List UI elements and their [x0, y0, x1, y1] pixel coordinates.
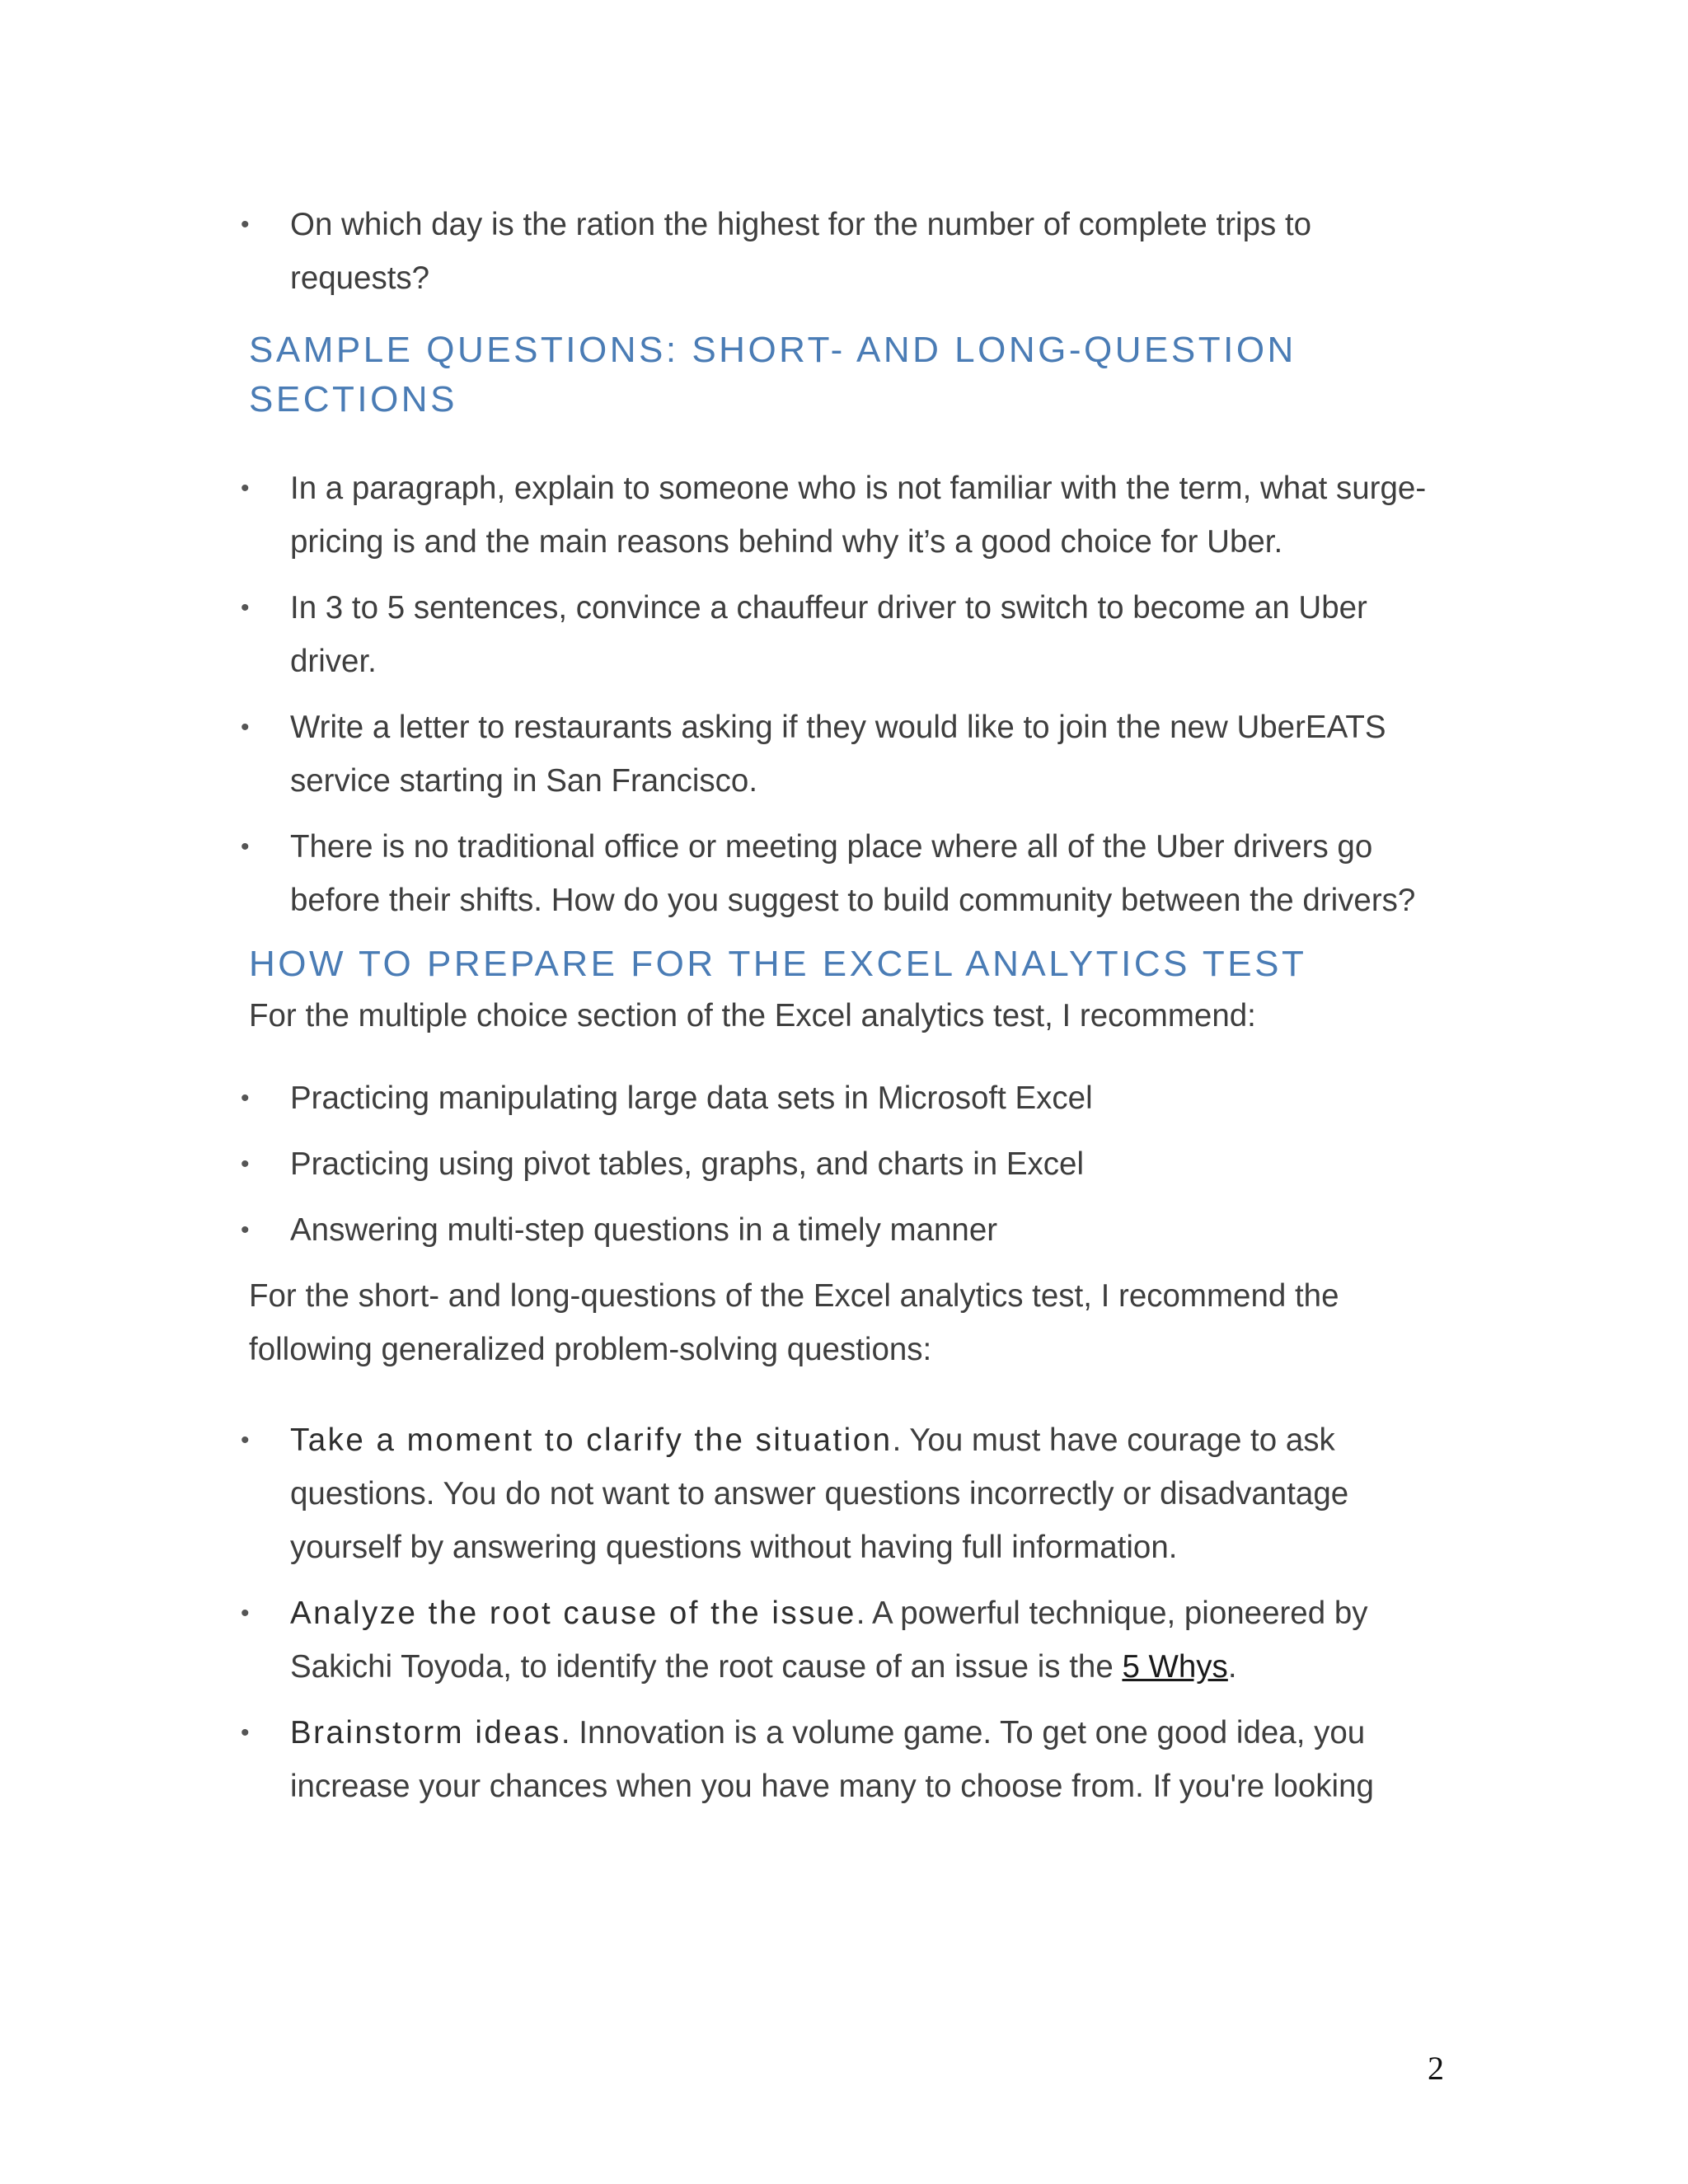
page-number: 2 — [1428, 2050, 1444, 2087]
sample-questions-heading — [249, 326, 1452, 424]
list-item: • Answering multi-step questions in a timely manner — [249, 1203, 1452, 1257]
step-lead: Analyze the root cause of the issue — [290, 1596, 856, 1631]
five-whys-link[interactable]: 5 Whys — [1122, 1649, 1228, 1685]
prepare-heading: HOW TO PREPARE FOR THE EXCEL ANALYTICS TEST — [249, 944, 1307, 984]
page-content — [249, 198, 1452, 1825]
step-text: . A powerful technique, pioneered by Sakichi Toyoda, to identify the root cause of an issue is the — [290, 1596, 1368, 1685]
list-item — [249, 1586, 1452, 1694]
step-text: . Innovation is a volume game. To get one good idea, you increase your chances when you have many to choose from. If you're looking — [290, 1715, 1374, 1804]
heading-line: SECTIONS — [249, 379, 457, 419]
intro-question-list — [249, 198, 1452, 305]
list-item: • Practicing using pivot tables, graphs, and charts in Excel — [249, 1137, 1452, 1191]
list-item: • In 3 to 5 sentences, convince a chauffeur driver to switch to become an Uber driver. — [249, 581, 1452, 688]
step-lead: Brainstorm ideas — [290, 1715, 561, 1750]
short-long-intro: For the short- and long-questions of the Excel analytics test, I recommend the following generalized problem-solving questions: — [249, 1278, 1339, 1367]
sample-questions-list — [249, 462, 1452, 927]
list-item — [249, 1413, 1452, 1574]
step-text-end: . — [1227, 1649, 1237, 1685]
list-item: • There is no traditional office or meeting place where all of the Uber drivers go before their shifts. How do you suggest to build community between the drivers? — [249, 820, 1452, 927]
step-text: . You must have courage to ask questions. You do not want to answer questions incorrectly or disadvantage yourself by answering questions without having full information. — [290, 1422, 1349, 1565]
heading-line: SAMPLE QUESTIONS: SHORT- AND LONG-QUESTION — [249, 330, 1296, 370]
list-item: • Write a letter to restaurants asking if they would like to join the new UberEATS service starting in San Francisco. — [249, 701, 1452, 808]
list-item — [249, 1706, 1452, 1813]
list-item: • Practicing manipulating large data sets in Microsoft Excel — [249, 1071, 1452, 1125]
problem-solving-steps — [249, 1413, 1452, 1813]
step-lead: Take a moment to clarify the situation — [290, 1422, 893, 1458]
list-item: • In a paragraph, explain to someone who is not familiar with the term, what surge-pricing is and the main reasons behind why it’s a good choice for Uber. — [249, 462, 1452, 569]
multiple-choice-list — [249, 1071, 1452, 1257]
list-item: • On which day is the ration the highest for the number of complete trips to requests? — [249, 198, 1452, 305]
multiple-choice-intro: For the multiple choice section of the Excel analytics test, I recommend: — [249, 998, 1256, 1033]
